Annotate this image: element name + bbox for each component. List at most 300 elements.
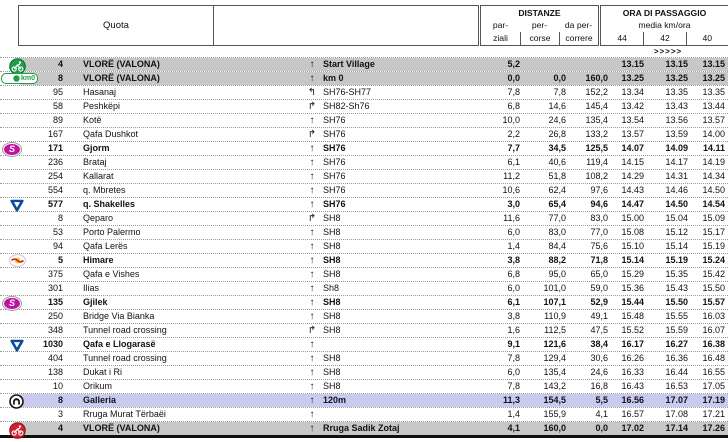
dist-remaining: 94,6 — [590, 199, 608, 209]
road-label: SH8 — [323, 381, 341, 391]
route-row — [0, 72, 728, 86]
altitude-value: 4 — [20, 422, 68, 435]
time-at-40: 15.17 — [702, 227, 725, 237]
route-row — [0, 324, 728, 338]
dist-partial: 11,6 — [503, 213, 520, 223]
dist-covered: 155,9 — [543, 409, 566, 419]
time-at-44: 14.47 — [621, 199, 644, 209]
altitude-value: 167 — [47, 129, 63, 139]
dist-partial: 3,0 — [507, 199, 520, 209]
time-at-40: 15.42 — [702, 269, 725, 279]
altitude-value: 5 — [57, 255, 63, 265]
dist-covered: 107,1 — [543, 297, 566, 307]
time-at-40: 14.11 — [702, 143, 725, 153]
icon-slot — [0, 226, 20, 239]
route-row — [0, 394, 728, 408]
direction-up-icon: ↑ — [309, 339, 315, 350]
route-row — [0, 128, 728, 142]
dist-remaining: 135,4 — [585, 115, 608, 125]
dist-partial: 10,0 — [502, 115, 520, 125]
road-label: SH8 — [323, 367, 341, 377]
road-label: SH76 — [323, 199, 346, 209]
dist-covered: 95,0 — [548, 269, 566, 279]
time-at-42: 16.36 — [665, 353, 688, 363]
quota-name-header-box — [18, 5, 479, 46]
time-at-42: 16.27 — [665, 339, 688, 349]
route-row — [0, 352, 728, 366]
time-at-44: 14.29 — [621, 171, 644, 181]
dist-partial: 6,1 — [507, 157, 520, 167]
mountain-icon — [0, 198, 20, 211]
direction-up-icon: ↑ — [309, 255, 315, 266]
altitude-value: 3 — [57, 409, 63, 419]
route-row — [0, 212, 728, 226]
location-name: q. Shakelles — [83, 199, 136, 209]
dist-remaining: 0,0 — [569, 422, 611, 435]
time-at-42: 15.35 — [665, 269, 688, 279]
time-at-40: 16.48 — [702, 353, 725, 363]
dist-covered: 135,4 — [543, 367, 566, 377]
location-name: Hasanaj — [83, 87, 117, 97]
dist-covered — [523, 58, 569, 71]
direction-up-icon: ↑ — [309, 283, 315, 294]
road-label — [321, 338, 467, 351]
altitude-value: 250 — [47, 311, 63, 321]
passage-time-header-box — [600, 5, 728, 46]
icon-slot — [0, 408, 20, 421]
time-at-40: 17.05 — [702, 381, 725, 391]
col-dapercorrere-l2: correre — [559, 32, 598, 45]
dist-covered: 77,0 — [548, 213, 566, 223]
time-at-40: 15.50 — [702, 283, 725, 293]
altitude-value: 58 — [52, 101, 63, 111]
time-at-42: 15.50 — [665, 297, 688, 307]
altitude-value: 4 — [20, 58, 68, 71]
time-at-42: 16.53 — [665, 381, 688, 391]
col-dapercorrere-l1: da per- — [564, 20, 593, 30]
direction-up-icon: ↑ — [309, 143, 315, 154]
location-name: Brataj — [83, 157, 107, 167]
altitude-value: 89 — [52, 115, 63, 125]
quota-column-header: Quota — [19, 6, 214, 45]
road-label: SH8 — [323, 353, 341, 363]
time-at-44: 17.02 — [611, 422, 647, 435]
time-at-44: 13.57 — [621, 129, 644, 139]
road-label: SH76 — [323, 115, 346, 125]
time-at-44: 14.07 — [621, 143, 644, 153]
icon-slot — [0, 324, 20, 337]
route-row — [0, 184, 728, 198]
time-at-42: 15.43 — [665, 283, 688, 293]
icon-slot — [0, 282, 20, 295]
location-name: Peshkëpi — [83, 101, 121, 111]
time-at-40: 13.35 — [702, 87, 725, 97]
dist-remaining: 59,0 — [590, 283, 608, 293]
roadbook-table-header — [0, 5, 728, 47]
dist-remaining: 77,0 — [590, 227, 608, 237]
start-cyclist-icon — [0, 58, 20, 71]
altitude-value: 254 — [47, 171, 63, 181]
time-at-40: 17.21 — [702, 409, 725, 419]
icon-slot — [0, 156, 20, 169]
location-name: Qafa e Vishes — [83, 269, 140, 279]
dist-partial: 1,6 — [507, 325, 520, 335]
road-label: SH76 — [323, 171, 346, 181]
redbull-icon — [0, 254, 20, 267]
time-at-44: 16.43 — [621, 381, 644, 391]
time-at-42: 17.07 — [647, 394, 691, 407]
direction-up-icon: ↑ — [309, 115, 315, 126]
route-row — [0, 170, 728, 184]
time-at-40: 14.50 — [702, 185, 725, 195]
direction-up-icon: ↑ — [309, 157, 315, 168]
dist-covered: 65,4 — [548, 199, 566, 209]
road-label: SH8 — [323, 325, 341, 335]
dist-partial: 11,3 — [467, 394, 523, 407]
altitude-value: 138 — [47, 367, 63, 377]
location-name: Gjilek — [83, 297, 108, 307]
distances-title: DISTANZE — [518, 8, 561, 18]
time-at-40: 13.25 — [691, 72, 728, 85]
route-row — [0, 268, 728, 282]
time-at-44: 15.08 — [621, 227, 644, 237]
road-label: SH8 — [323, 213, 341, 223]
road-label: km 0 — [321, 72, 467, 85]
road-label: SH76 — [323, 129, 346, 139]
direction-up-icon: ↑ — [309, 241, 315, 252]
dist-partial: 6,0 — [507, 227, 520, 237]
route-row — [0, 408, 728, 422]
altitude-value: 348 — [47, 325, 63, 335]
dist-covered: 143,2 — [543, 381, 566, 391]
direction-up-icon: ↑ — [309, 367, 315, 378]
dist-partial: 9,1 — [507, 339, 520, 349]
dist-covered: 34,5 — [548, 143, 566, 153]
passage-time-title: ORA DI PASSAGGIO — [622, 8, 707, 18]
icon-slot — [0, 240, 20, 253]
dist-covered: 88,2 — [548, 255, 566, 265]
dist-remaining — [569, 58, 611, 71]
direction-up-icon: ↑ — [309, 199, 315, 210]
time-at-44: 14.15 — [621, 157, 644, 167]
route-row — [0, 226, 728, 240]
icon-slot — [0, 380, 20, 393]
route-row — [0, 198, 728, 212]
col-percorse-l1: per- — [531, 20, 548, 30]
dist-remaining: 97,6 — [590, 185, 608, 195]
col-percorse-l2: corse — [520, 32, 559, 45]
icon-slot — [0, 212, 20, 225]
route-row — [0, 142, 728, 156]
icon-slot — [0, 310, 20, 323]
direction-right-icon: ↱ — [307, 325, 317, 336]
direction-up-icon: ↑ — [303, 58, 321, 71]
time-at-40: 16.38 — [702, 339, 725, 349]
location-name: Rruga Murat Tërbaëi — [83, 409, 166, 419]
dist-remaining: 49,1 — [590, 311, 608, 321]
time-at-40: 15.19 — [702, 241, 725, 251]
direction-up-icon: ↑ — [309, 409, 315, 420]
location-name: VLORË (VALONA) — [68, 58, 303, 71]
road-label: SH76 — [323, 185, 346, 195]
sprint-icon: S — [0, 142, 20, 155]
dist-remaining: 108,2 — [585, 171, 608, 181]
location-name: Qafa Dushkot — [83, 129, 139, 139]
time-at-44: 16.26 — [621, 353, 644, 363]
dist-remaining: 47,5 — [590, 325, 608, 335]
speed-44-header: 44 — [617, 33, 627, 43]
road-label: Rruga Sadik Zotaj — [321, 422, 467, 435]
dist-partial: 4,1 — [467, 422, 523, 435]
time-at-42: 16.44 — [665, 367, 688, 377]
time-at-42: 13.59 — [665, 129, 688, 139]
route-row — [0, 254, 728, 268]
location-name: Qafa Lerës — [83, 241, 128, 251]
road-label: SH76 — [323, 157, 346, 167]
dist-covered: 26,8 — [548, 129, 566, 139]
dist-covered: 62,4 — [548, 185, 566, 195]
icon-slot — [0, 268, 20, 281]
route-row — [0, 338, 728, 352]
dist-covered: 83,0 — [548, 227, 566, 237]
direction-up-icon: ↑ — [309, 381, 315, 392]
road-label — [321, 408, 467, 421]
road-label: SH82-Sh76 — [323, 101, 370, 111]
route-row — [0, 422, 728, 438]
speed-42-header: 42 — [643, 32, 685, 45]
route-row — [0, 282, 728, 296]
col-parziali-l1: par- — [492, 20, 509, 30]
dist-covered: 121,6 — [543, 339, 566, 349]
time-at-42: 15.12 — [665, 227, 688, 237]
dist-partial: 7,7 — [507, 143, 520, 153]
route-row — [0, 310, 728, 324]
time-at-40: 13.44 — [702, 101, 725, 111]
time-at-42: 15.19 — [665, 255, 688, 265]
altitude-value: 10 — [52, 381, 63, 391]
dist-partial: 2,2 — [507, 129, 520, 139]
altitude-value: 94 — [52, 241, 63, 251]
dist-covered: 112,5 — [544, 325, 566, 335]
location-name: Tunnel road crossing — [83, 353, 167, 363]
time-at-40: 13.57 — [702, 115, 725, 125]
route-row — [0, 366, 728, 380]
road-label: 120m — [321, 394, 467, 407]
route-row — [0, 156, 728, 170]
location-name: Ilias — [83, 283, 100, 293]
altitude-value: 95 — [52, 87, 63, 97]
dist-partial: 3,8 — [507, 255, 520, 265]
dist-remaining: 119,4 — [586, 157, 608, 167]
km0-badge-icon: km0 — [0, 72, 20, 85]
dist-remaining: 4,1 — [595, 409, 608, 419]
time-at-40: 14.54 — [702, 199, 725, 209]
dist-partial: 1,4 — [507, 241, 520, 251]
dist-partial: 5,2 — [467, 58, 523, 71]
time-at-44: 15.29 — [621, 269, 644, 279]
direction-up-icon: ↑ — [309, 297, 315, 308]
time-at-42: 14.17 — [665, 157, 688, 167]
dist-covered: 84,4 — [548, 241, 566, 251]
time-at-42: 15.59 — [665, 325, 688, 335]
location-name: Galleria — [68, 394, 303, 407]
time-at-44: 15.36 — [621, 283, 644, 293]
dist-covered: 101,0 — [543, 283, 566, 293]
dist-remaining: 16,8 — [590, 381, 608, 391]
time-at-42: 17.14 — [647, 422, 691, 435]
altitude-value: 236 — [47, 157, 63, 167]
dist-remaining: 30,6 — [590, 353, 608, 363]
icon-slot — [0, 366, 20, 379]
location-name: Dukat i Ri — [83, 367, 123, 377]
icon-slot — [0, 100, 20, 113]
location-name: Qafa e Llogarasë — [83, 339, 156, 349]
icon-slot — [0, 128, 20, 141]
tunnel-icon — [0, 394, 20, 407]
location-name: Orikum — [83, 381, 112, 391]
col-parziali-l2: ziali — [493, 33, 508, 43]
dist-partial: 10,6 — [502, 185, 520, 195]
time-at-44: 13.15 — [611, 58, 647, 71]
distances-header-box — [480, 5, 599, 46]
dist-partial: 11,2 — [503, 171, 520, 181]
route-row — [0, 296, 728, 310]
dist-partial: 6,0 — [507, 283, 520, 293]
road-label: Sh8 — [323, 283, 340, 293]
route-row — [0, 100, 728, 114]
time-at-44: 15.44 — [621, 297, 644, 307]
location-name: Gjorm — [83, 143, 110, 153]
location-name: Kallarat — [83, 171, 114, 181]
time-at-40: 15.24 — [702, 255, 725, 265]
altitude-value: 53 — [52, 227, 63, 237]
altitude-value: 8 — [57, 213, 63, 223]
time-at-40: 16.03 — [702, 311, 725, 321]
dist-remaining: 75,6 — [590, 241, 608, 251]
time-at-40: 17.26 — [691, 422, 728, 435]
direction-up-icon: ↑ — [303, 394, 321, 407]
direction-marker-row — [0, 47, 728, 58]
dist-remaining: 125,5 — [585, 143, 608, 153]
time-at-40: 14.34 — [702, 171, 725, 181]
dist-partial: 6,1 — [507, 297, 520, 307]
speed-40-header: 40 — [686, 32, 728, 45]
dist-remaining: 65,0 — [590, 269, 608, 279]
direction-up-icon: ↑ — [303, 72, 321, 85]
direction-marker: >>>>> — [653, 47, 683, 56]
time-at-42: 14.09 — [665, 143, 688, 153]
dist-covered: 129,4 — [543, 353, 566, 363]
altitude-value: 8 — [20, 394, 68, 407]
altitude-value: 577 — [47, 199, 63, 209]
dist-remaining: 83,0 — [590, 213, 608, 223]
average-speed-subtitle: media km/ora — [638, 20, 691, 30]
time-at-44: 15.10 — [621, 241, 644, 251]
time-at-44: 13.54 — [621, 115, 644, 125]
distances-subheader-line2 — [481, 32, 598, 45]
altitude-value: 554 — [47, 185, 63, 195]
dist-remaining: 24,6 — [590, 367, 608, 377]
time-at-42: 14.31 — [665, 171, 688, 181]
time-at-44: 13.42 — [621, 101, 644, 111]
time-at-42: 14.46 — [665, 185, 688, 195]
direction-right-icon: ↱ — [307, 129, 317, 140]
time-at-42: 13.43 — [665, 101, 688, 111]
route-row — [0, 114, 728, 128]
location-name: Bridge Via Bianka — [83, 311, 155, 321]
direction-up-icon: ↑ — [309, 227, 315, 238]
time-at-40: 17.19 — [691, 394, 728, 407]
direction-up-icon: ↑ — [309, 185, 315, 196]
dist-partial: 6,8 — [507, 101, 520, 111]
time-at-42: 13.35 — [665, 87, 688, 97]
dist-remaining: 5,5 — [569, 394, 611, 407]
altitude-value: 171 — [47, 143, 63, 153]
dist-covered: 40,6 — [548, 157, 566, 167]
time-at-44: 16.17 — [621, 339, 644, 349]
dist-covered: 110,9 — [544, 311, 566, 321]
dist-partial: 7,8 — [507, 353, 520, 363]
direction-up-icon: ↑ — [309, 269, 315, 280]
icon-slot — [0, 184, 20, 197]
dist-partial: 7,8 — [507, 87, 520, 97]
dist-remaining: 38,4 — [590, 339, 608, 349]
road-label: SH76-SH77 — [323, 87, 372, 97]
dist-remaining: 71,8 — [590, 255, 608, 265]
route-row — [0, 240, 728, 254]
route-row — [0, 86, 728, 100]
time-at-42: 17.08 — [665, 409, 688, 419]
icon-slot — [0, 86, 20, 99]
direction-right-icon: ↱ — [307, 101, 317, 112]
time-at-40: 15.57 — [702, 297, 725, 307]
time-at-42: 15.55 — [665, 311, 688, 321]
time-at-44: 15.14 — [621, 255, 644, 265]
dist-partial: 1,4 — [507, 409, 520, 419]
altitude-value: 404 — [47, 353, 63, 363]
speed-columns — [601, 32, 728, 45]
mountain-icon — [0, 338, 20, 351]
location-name: Himare — [83, 255, 114, 265]
time-at-42: 14.50 — [665, 199, 688, 209]
altitude-value: 301 — [47, 283, 63, 293]
dist-covered: 154,5 — [523, 394, 569, 407]
time-at-44: 15.52 — [621, 325, 644, 335]
road-label: SH76 — [323, 143, 346, 153]
time-at-42: 13.56 — [665, 115, 688, 125]
dist-covered: 160,0 — [523, 422, 569, 435]
direction-up-icon: ↑ — [309, 353, 315, 364]
direction-left-icon: ↰ — [307, 87, 317, 98]
icon-slot — [0, 352, 20, 365]
location-column-header — [214, 6, 478, 45]
dist-remaining: 133,2 — [585, 129, 608, 139]
time-at-42: 13.15 — [647, 58, 691, 71]
time-at-40: 15.09 — [702, 213, 725, 223]
distances-subheader-line1 — [481, 19, 598, 32]
dist-covered: 7,8 — [553, 87, 566, 97]
road-label: Start Village — [321, 58, 467, 71]
location-name: VLORË (VALONA) — [68, 72, 303, 85]
dist-remaining: 160,0 — [569, 72, 611, 85]
time-at-44: 16.33 — [621, 367, 644, 377]
dist-partial: 7,8 — [507, 381, 520, 391]
sprint-icon: S — [0, 296, 20, 309]
location-name: Porto Palermo — [83, 227, 141, 237]
time-at-44: 13.34 — [621, 87, 644, 97]
altitude-value: 1030 — [42, 339, 63, 349]
time-at-44: 15.00 — [621, 213, 644, 223]
